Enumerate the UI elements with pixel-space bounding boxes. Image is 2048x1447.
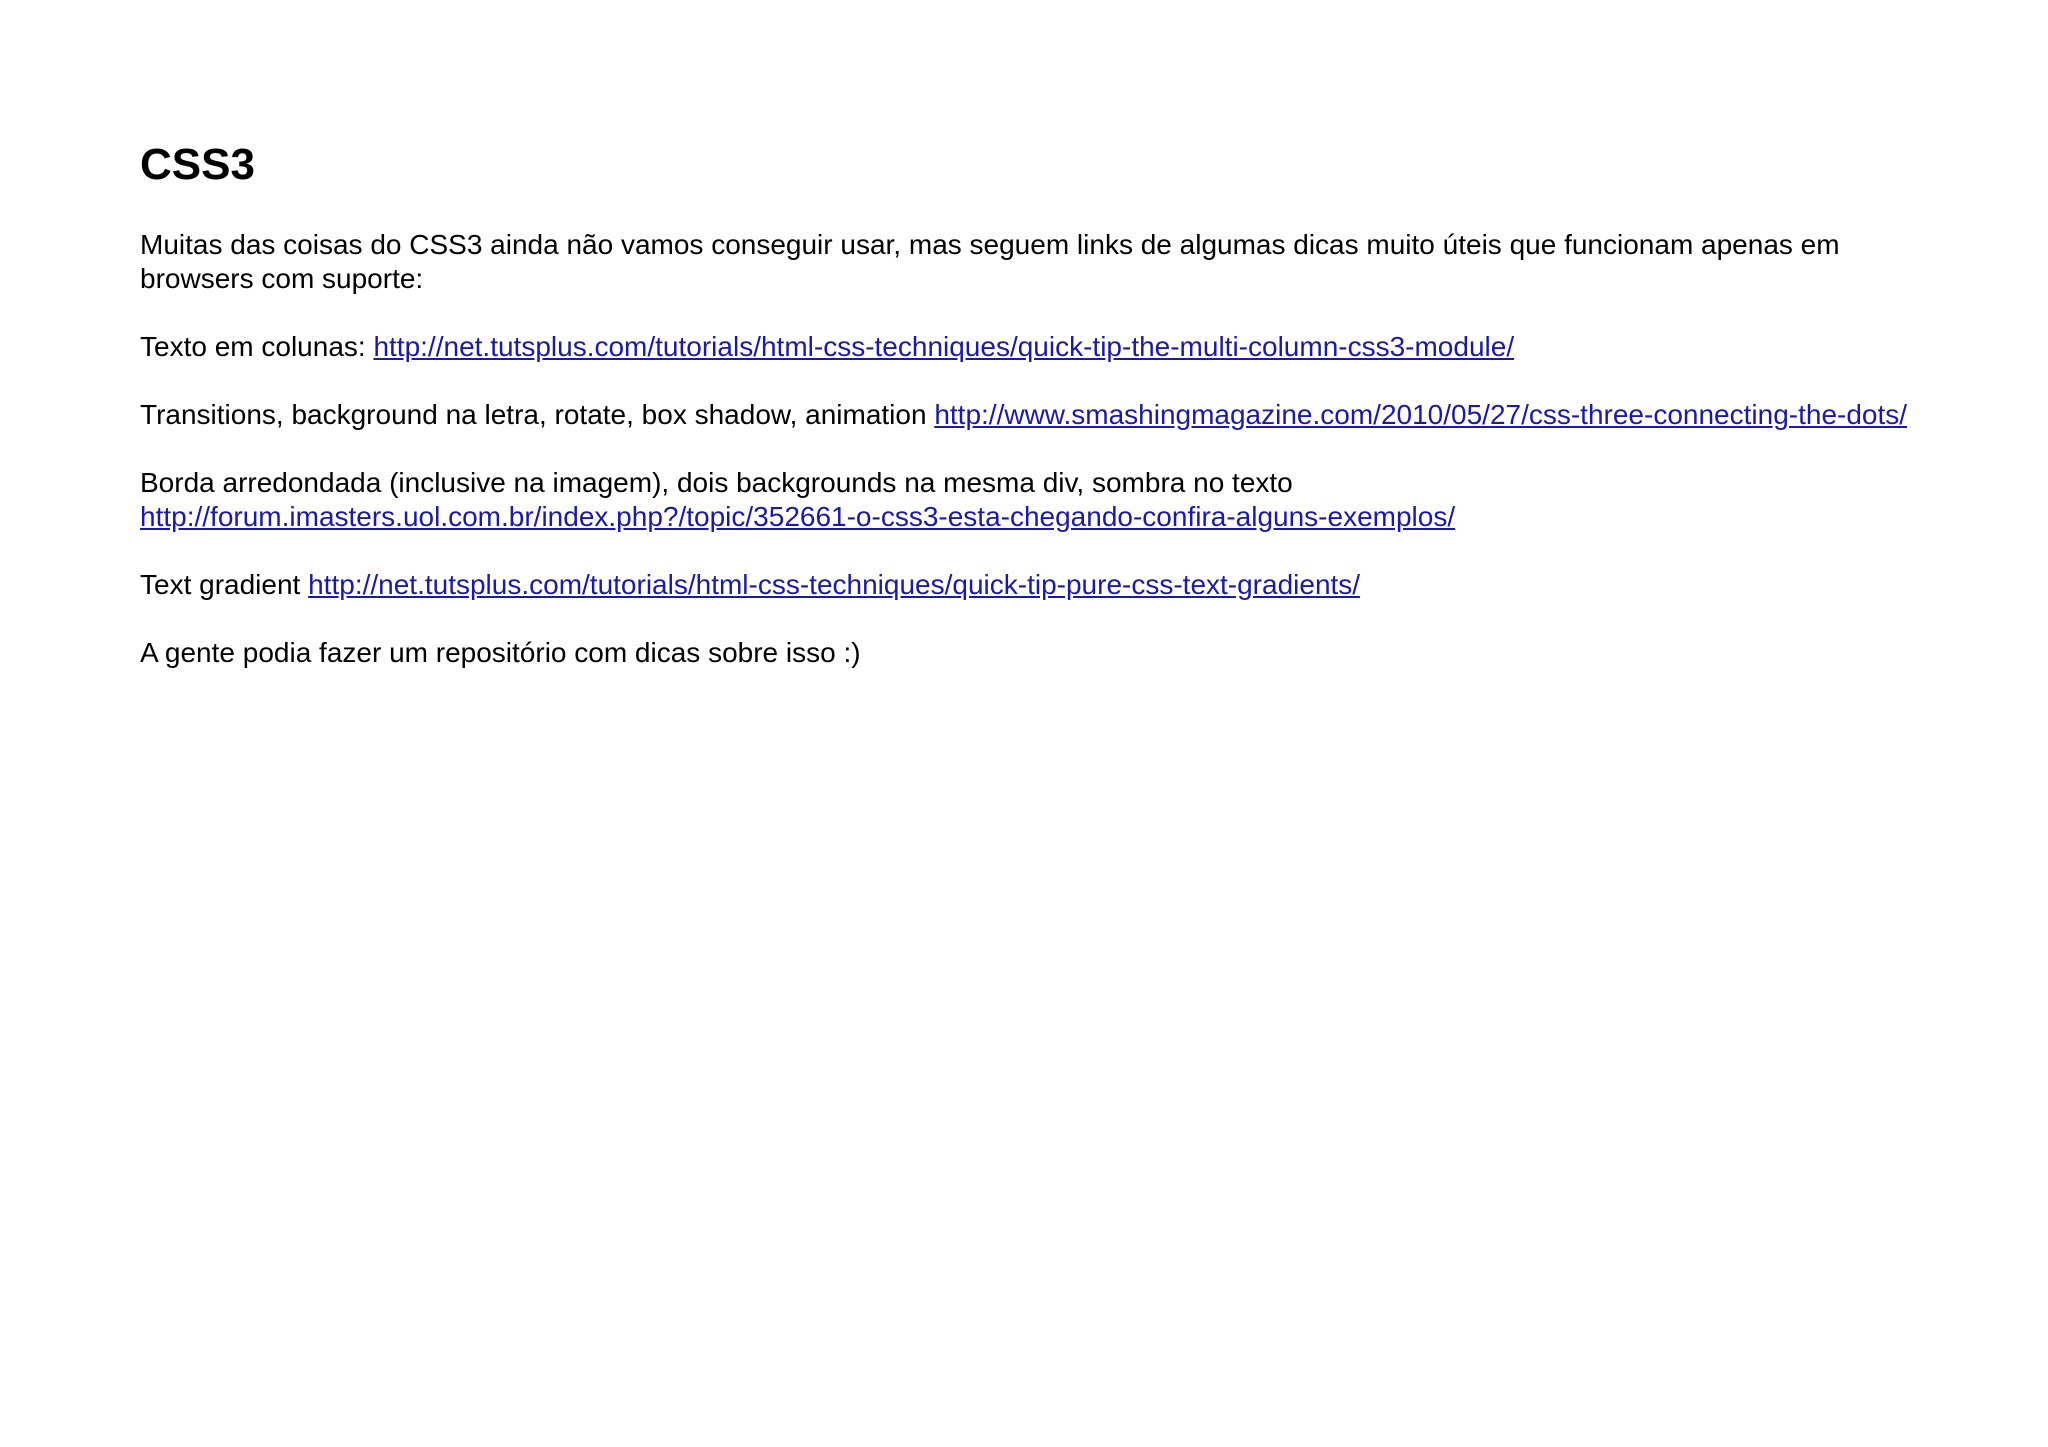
item-label: Borda arredondada (inclusive na imagem), dois backgrounds na mesma div, sombra no texto (140, 467, 1293, 498)
item-multi-column (140, 330, 1940, 364)
link-multi-column[interactable]: http://net.tutsplus.com/tutorials/html-css-techniques/quick-tip-the-multi-column-css3-module/ (373, 331, 1515, 362)
item-label: Text gradient (140, 569, 309, 600)
link-smashing-magazine[interactable]: http://www.smashingmagazine.com/2010/05/27/css-three-connecting-the-dots/ (934, 399, 1908, 430)
item-transitions (140, 398, 1940, 432)
item-label: Texto em colunas: (140, 331, 374, 362)
document-page (140, 140, 1940, 704)
item-rounded-borders (140, 466, 1940, 534)
intro-paragraph: Muitas das coisas do CSS3 ainda não vamos conseguir usar, mas seguem links de algumas dicas muito úteis que funcionam apenas em browsers com suporte: (140, 229, 1840, 294)
closing-paragraph: A gente podia fazer um repositório com dicas sobre isso :) (140, 637, 861, 668)
item-label: Transitions, background na letra, rotate, box shadow, animation (140, 399, 935, 430)
link-text-gradients[interactable]: http://net.tutsplus.com/tutorials/html-css-techniques/quick-tip-pure-css-text-gradients/ (308, 569, 1361, 600)
item-text-gradient (140, 568, 1940, 602)
link-imasters-forum[interactable]: http://forum.imasters.uol.com.br/index.php?/topic/352661-o-css3-esta-chegando-confira-alguns-exemplos/ (140, 501, 1456, 532)
page-title: CSS3 (140, 140, 255, 189)
